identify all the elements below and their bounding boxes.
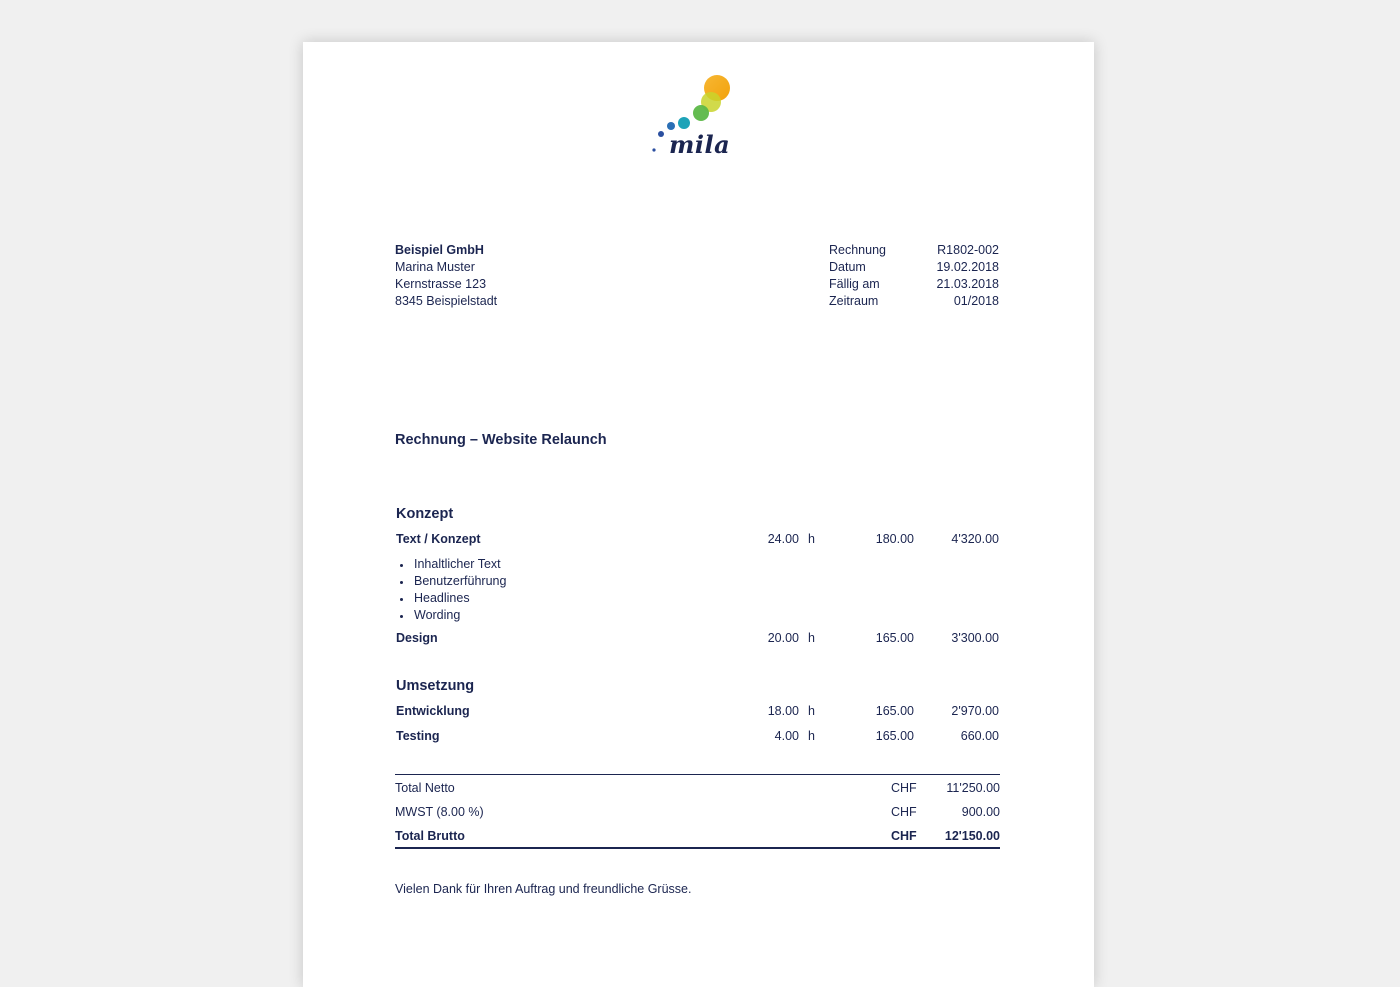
item-name: Design bbox=[396, 631, 438, 645]
item-unit: h bbox=[808, 704, 815, 718]
meta-label: Fällig am bbox=[829, 277, 880, 291]
meta-label: Zeitraum bbox=[829, 294, 879, 308]
recipient-address bbox=[395, 242, 497, 310]
list-item-text: Inhaltlicher Text bbox=[414, 557, 501, 571]
meta-value: 21.03.2018 bbox=[936, 277, 999, 291]
item-rate: 180.00 bbox=[875, 532, 914, 546]
line-item bbox=[396, 631, 999, 648]
meta-label: Datum bbox=[829, 260, 866, 274]
total-currency: CHF bbox=[891, 805, 917, 819]
item-name: Entwicklung bbox=[396, 704, 470, 718]
grand-total-row bbox=[395, 823, 1000, 847]
item-rate: 165.00 bbox=[875, 704, 914, 718]
item-amount: 4'320.00 bbox=[951, 532, 999, 546]
total-row bbox=[395, 775, 1000, 799]
item-unit: h bbox=[808, 729, 815, 743]
line-item bbox=[396, 532, 999, 549]
section-title: Umsetzung bbox=[396, 678, 475, 694]
item-name: Testing bbox=[396, 729, 440, 743]
item-qty: 24.00 bbox=[767, 532, 799, 546]
meta-value: 01/2018 bbox=[953, 294, 999, 308]
meta-row bbox=[829, 293, 999, 310]
bullet-icon bbox=[400, 598, 403, 601]
total-currency: CHF bbox=[891, 829, 917, 843]
invoice-meta bbox=[829, 242, 999, 310]
invoice-title: Rechnung – Website Relaunch bbox=[395, 432, 607, 448]
total-row bbox=[395, 799, 1000, 823]
item-rate: 165.00 bbox=[875, 729, 914, 743]
line-item bbox=[396, 704, 999, 721]
meta-value: 19.02.2018 bbox=[936, 260, 999, 274]
item-qty: 18.00 bbox=[767, 704, 799, 718]
list-item-text: Benutzerführung bbox=[414, 574, 507, 588]
recipient-contact: Marina Muster bbox=[395, 260, 475, 274]
item-rate: 165.00 bbox=[875, 631, 914, 645]
list-item-text: Headlines bbox=[414, 591, 470, 605]
item-unit: h bbox=[808, 532, 815, 546]
meta-value: R1802-002 bbox=[937, 243, 999, 257]
totals-table bbox=[395, 774, 1000, 849]
section-title: Konzept bbox=[396, 506, 454, 522]
total-value: 11'250.00 bbox=[946, 781, 1000, 795]
bullet-icon bbox=[400, 564, 403, 567]
total-currency: CHF bbox=[891, 781, 917, 795]
list-item-text: Wording bbox=[414, 608, 461, 622]
item-unit: h bbox=[808, 631, 815, 645]
divider bbox=[395, 847, 1000, 849]
list-item bbox=[400, 574, 506, 591]
recipient-city: 8345 Beispielstadt bbox=[395, 294, 498, 308]
logo-wordmark: mila bbox=[669, 130, 731, 159]
list-item bbox=[400, 557, 506, 574]
list-item bbox=[400, 608, 506, 625]
recipient-street: Kernstrasse 123 bbox=[395, 277, 487, 291]
total-label: Total Netto bbox=[395, 781, 455, 795]
total-value: 900.00 bbox=[961, 805, 1000, 819]
bullet-icon bbox=[400, 581, 403, 584]
line-item bbox=[396, 729, 999, 746]
list-item bbox=[400, 591, 506, 608]
bullet-icon bbox=[400, 615, 403, 618]
item-description-list bbox=[400, 557, 506, 625]
closing-note: Vielen Dank für Ihren Auftrag und freundliche Grüsse. bbox=[395, 882, 692, 896]
invoice-page bbox=[303, 42, 1094, 987]
item-amount: 3'300.00 bbox=[951, 631, 999, 645]
meta-row bbox=[829, 259, 999, 276]
meta-label: Rechnung bbox=[829, 243, 886, 257]
meta-row bbox=[829, 276, 999, 293]
total-value: 12'150.00 bbox=[944, 829, 1000, 843]
item-qty: 4.00 bbox=[774, 729, 799, 743]
total-label: MWST (8.00 %) bbox=[395, 805, 484, 819]
item-amount: 2'970.00 bbox=[951, 704, 999, 718]
meta-row bbox=[829, 242, 999, 259]
item-name: Text / Konzept bbox=[396, 532, 481, 546]
item-amount: 660.00 bbox=[960, 729, 999, 743]
recipient-company: Beispiel GmbH bbox=[395, 243, 484, 257]
total-label: Total Brutto bbox=[395, 829, 465, 843]
item-qty: 20.00 bbox=[767, 631, 799, 645]
